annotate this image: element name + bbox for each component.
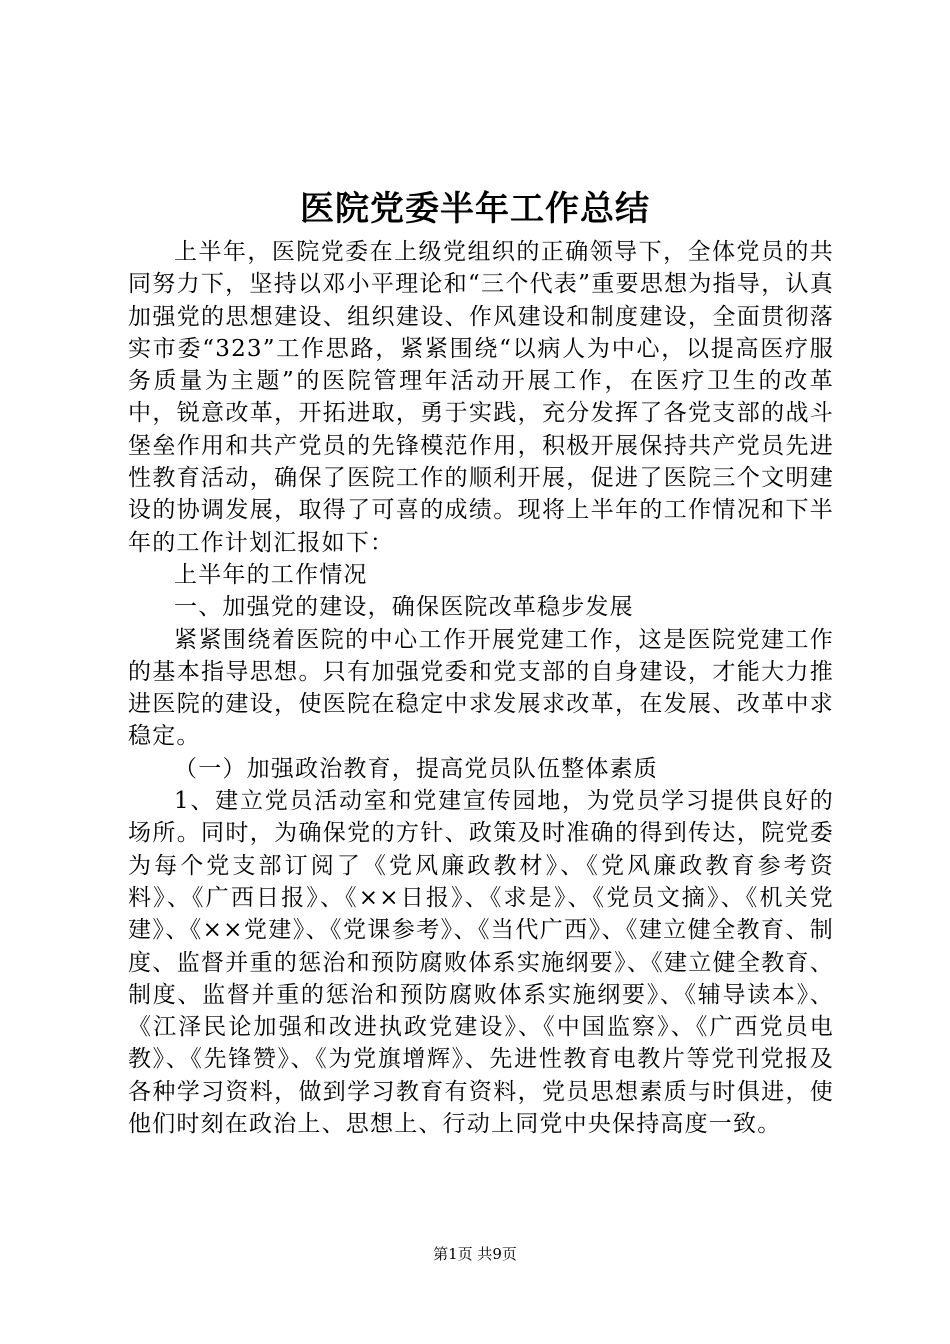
- document-body: [128, 236, 834, 1140]
- paragraph-intro: 上半年，医院党委在上级党组织的正确领导下，全体党员的共同努力下，坚持以邓小平理论和“三个代表”重要思想为指导，认真加强党的思想建设、组织建设、作风建设和制度建设，全面贯彻落实市委“323”工作思路，紧紧围绕“以病人为中心，以提高医疗服务质量为主题”的医院管理年活动开展工作，在医疗卫生的改革中，锐意改革，开拓进取，勇于实践，充分发挥了各党支部的战斗堡垒作用和共产党员的先锋模范作用，积极开展保持共产党员先进性教育活动，确保了医院工作的顺利开展，促进了医院三个文明建设的协调发展，取得了可喜的成绩。现将上半年的工作情况和下半年的工作计划汇报如下：: [128, 239, 834, 556]
- paragraph-item-1: 1、建立党员活动室和党建宣传园地，为党员学习提供良好的场所。同时，为确保党的方针、政策及时准确的得到传达，院党委为每个党支部订阅了《党风廉政教材》、《党风廉政教育参考资料》、《广西日报》、《××日报》、《求是》、《党员文摘》、《机关党建》、《××党建》、《党课参考》、《当代广西》、《建立健全教育、制度、监督并重的惩治和预防腐败体系实施纲要》、《建立健全教育、制度、监督并重的惩治和预防腐败体系实施纲要》、《辅导读本》、《江泽民论加强和改进执政党建设》、《中国监察》、《广西党员电教》、《先锋赞》、《为党旗增辉》、先进性教育电教片等党刊党报及各种学习资料，做到学习教育有资料，党员思想素质与时俱进，使他们时刻在政治上、思想上、行动上同党中央保持高度一致。: [128, 788, 834, 1138]
- paragraph-party-building: 紧紧围绕着医院的中心工作开展党建工作，这是医院党建工作的基本指导思想。只有加强党委和党支部的自身建设，才能大力推进医院的建设，使医院在稳定中求发展求改革，在发展、改革中求稳定。: [128, 626, 834, 750]
- section-heading: 上半年的工作情况: [174, 561, 368, 588]
- document-title: 医院党委半年工作总结: [300, 189, 650, 229]
- page-number: 第1页 共9页: [433, 1245, 517, 1263]
- subsection-heading: 一、加强党的建设，确保医院改革稳步发展: [174, 594, 634, 621]
- sub-subsection-heading: （一）加强政治教育，提高党员队伍整体素质: [174, 755, 658, 782]
